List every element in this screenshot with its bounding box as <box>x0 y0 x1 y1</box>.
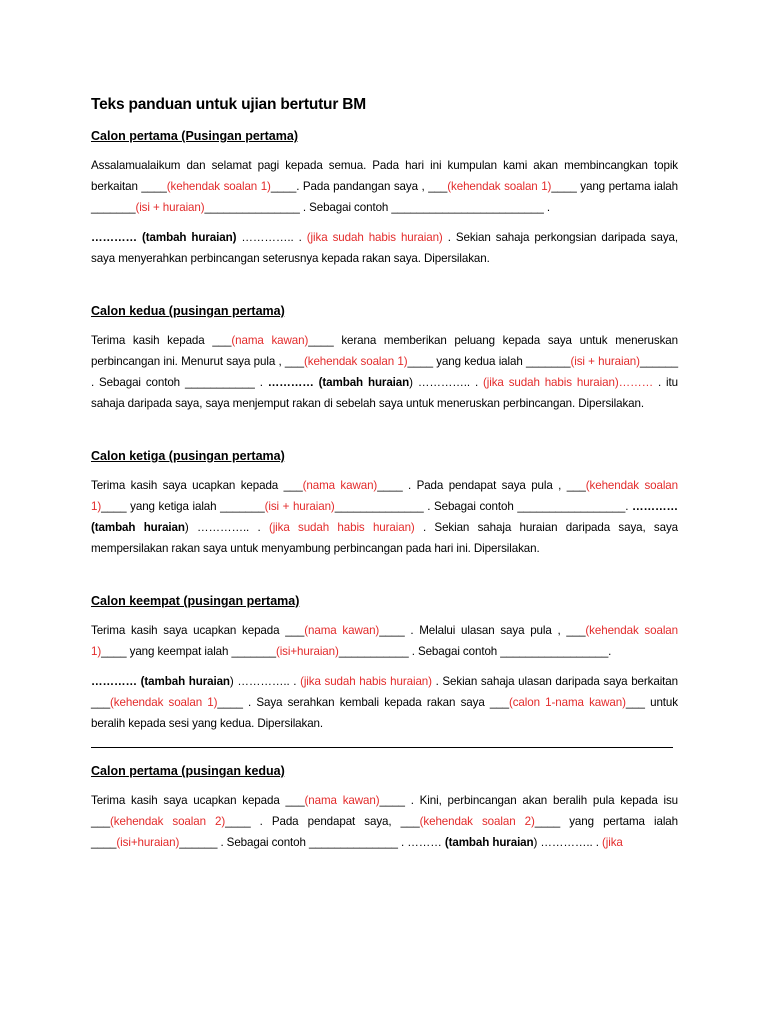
body-text: ______________ . Sebagai contoh _________________. <box>334 500 633 513</box>
section-paragraph <box>91 671 678 734</box>
placeholder-text: (isi+huraian) <box>116 836 180 849</box>
section-paragraph <box>91 330 678 414</box>
body-text: ____ . Melalui ulasan saya pula , ___ <box>379 624 586 637</box>
body-text: ____ yang ketiga ialah _______ <box>101 500 265 513</box>
body-text: ____ yang kedua ialah _______ <box>407 355 571 368</box>
section-paragraph <box>91 790 678 853</box>
body-text: ______ . Sebagai contoh ___________ . <box>91 355 678 389</box>
body-text: ) ………….. . <box>184 521 269 534</box>
body-text: ____ yang pertama ialah ____ <box>91 815 678 849</box>
section-heading: Calon pertama (Pusingan pertama) <box>91 129 298 143</box>
body-text: Terima kasih saya ucapkan kepada ___ <box>91 479 303 492</box>
section-paragraph <box>91 620 678 662</box>
body-text: Terima kasih saya ucapkan kepada ___ <box>91 794 305 807</box>
section-spacer <box>91 278 678 304</box>
body-text: ) ………….. . <box>533 836 602 849</box>
document-body <box>91 129 678 853</box>
horizontal-rule <box>91 747 673 748</box>
bold-text: (tambah huraian <box>444 836 534 849</box>
body-text: ___ untuk beralih kepada sesi yang kedua. Dipersilakan. <box>91 696 678 730</box>
placeholder-text: (kehendak soalan 1) <box>91 624 678 658</box>
placeholder-text: (nama kawan) <box>302 479 378 492</box>
body-text: ___________ . Sebagai contoh _________________. <box>338 645 612 658</box>
body-text: ______ . Sebagai contoh ______________ . ……… <box>179 836 445 849</box>
body-text: ____ yang pertama ialah _______ <box>91 180 678 214</box>
body-text: ) ………….. . <box>409 376 484 389</box>
bold-text: ………… (tambah huraian <box>91 500 678 534</box>
body-text: ____ . Kini, perbincangan akan beralih pula kepada isu ___ <box>91 794 679 828</box>
placeholder-text: (kehendak soalan 1) <box>447 180 552 193</box>
placeholder-text: (jika sudah habis huraian) <box>306 231 443 244</box>
placeholder-text: (nama kawan) <box>304 624 380 637</box>
placeholder-text: (kehendak soalan 1) <box>303 355 408 368</box>
body-text: . itu sahaja daripada saya, saya menjemput rakan di sebelah saya untuk meneruskan perbincangan. Dipersilakan. <box>91 376 678 410</box>
section-heading: Calon kedua (pusingan pertama) <box>91 304 285 318</box>
placeholder-text: (jika sudah habis huraian) <box>268 521 415 534</box>
placeholder-text: (jika sudah habis huraian)……… <box>483 376 658 389</box>
placeholder-text: (kehendak soalan 1) <box>110 696 218 709</box>
document-title: Teks panduan untuk ujian bertutur BM <box>91 96 366 113</box>
section-heading: Calon pertama (pusingan kedua) <box>91 764 285 778</box>
placeholder-text: (isi+huraian) <box>275 645 339 658</box>
body-text: ____ kerana memberikan peluang kepada saya untuk meneruskan perbincangan ini. Menurut saya pula , ___ <box>91 334 678 368</box>
body-text: Terima kasih kepada ___ <box>91 334 232 347</box>
placeholder-text: (isi + huraian) <box>264 500 335 513</box>
placeholder-text: (isi + huraian) <box>135 201 205 214</box>
body-text: ………….. . <box>236 231 307 244</box>
placeholder-text: (nama kawan) <box>304 794 380 807</box>
section-heading: Calon ketiga (pusingan pertama) <box>91 449 285 463</box>
body-text: ____ yang keempat ialah _______ <box>101 645 276 658</box>
section-heading: Calon keempat (pusingan pertama) <box>91 594 300 608</box>
body-text: Terima kasih saya ucapkan kepada ___ <box>91 624 305 637</box>
placeholder-text: (kehendak soalan 2) <box>419 815 535 828</box>
body-text: ____ . Pada pendapat saya, ___ <box>225 815 420 828</box>
section-spacer <box>91 568 678 594</box>
placeholder-text: (kehendak soalan 1) <box>91 479 679 513</box>
section-paragraph <box>91 155 678 218</box>
body-text: . Sekian sahaja ulasan daripada saya berkaitan ___ <box>91 675 678 709</box>
bold-text: ………… (tambah huraian <box>91 675 230 688</box>
section-spacer <box>91 423 678 449</box>
body-text: . Sekian sahaja perkongsian daripada saya, saya menyerahkan perbincangan seterusnya kepada rakan saya. Dipersilakan. <box>91 231 678 265</box>
placeholder-text: (calon 1-nama kawan) <box>508 696 626 709</box>
bold-text: ………… (tambah huraian <box>267 376 410 389</box>
body-text: . Sekian sahaja huraian daripada saya, saya mempersilakan rakan saya untuk menyambung perbincangan pada hari ini. Dipersilakan. <box>91 521 679 555</box>
body-text: ) ………….. . <box>229 675 301 688</box>
section-paragraph <box>91 475 678 559</box>
body-text: ____. Pada pandangan saya , ___ <box>270 180 448 193</box>
placeholder-text: (jika <box>601 836 623 849</box>
body-text: Assalamualaikum dan selamat pagi kepada semua. Pada hari ini kumpulan kami akan membincangkan topik berkaitan ____ <box>91 159 678 193</box>
body-text: _______________ . Sebagai contoh ________________________ . <box>204 201 550 214</box>
placeholder-text: (isi + huraian) <box>570 355 640 368</box>
section-paragraph <box>91 227 678 269</box>
bold-text: ………… (tambah huraian) <box>91 231 237 244</box>
body-text: ____ . Saya serahkan kembali kepada rakan saya ___ <box>217 696 509 709</box>
placeholder-text: (jika sudah habis huraian) <box>300 675 432 688</box>
body-text: ____ . Pada pendapat saya pula , ___ <box>377 479 586 492</box>
placeholder-text: (kehendak soalan 1) <box>166 180 271 193</box>
placeholder-text: (nama kawan) <box>231 334 309 347</box>
document-page <box>91 96 678 862</box>
placeholder-text: (kehendak soalan 2) <box>110 815 226 828</box>
